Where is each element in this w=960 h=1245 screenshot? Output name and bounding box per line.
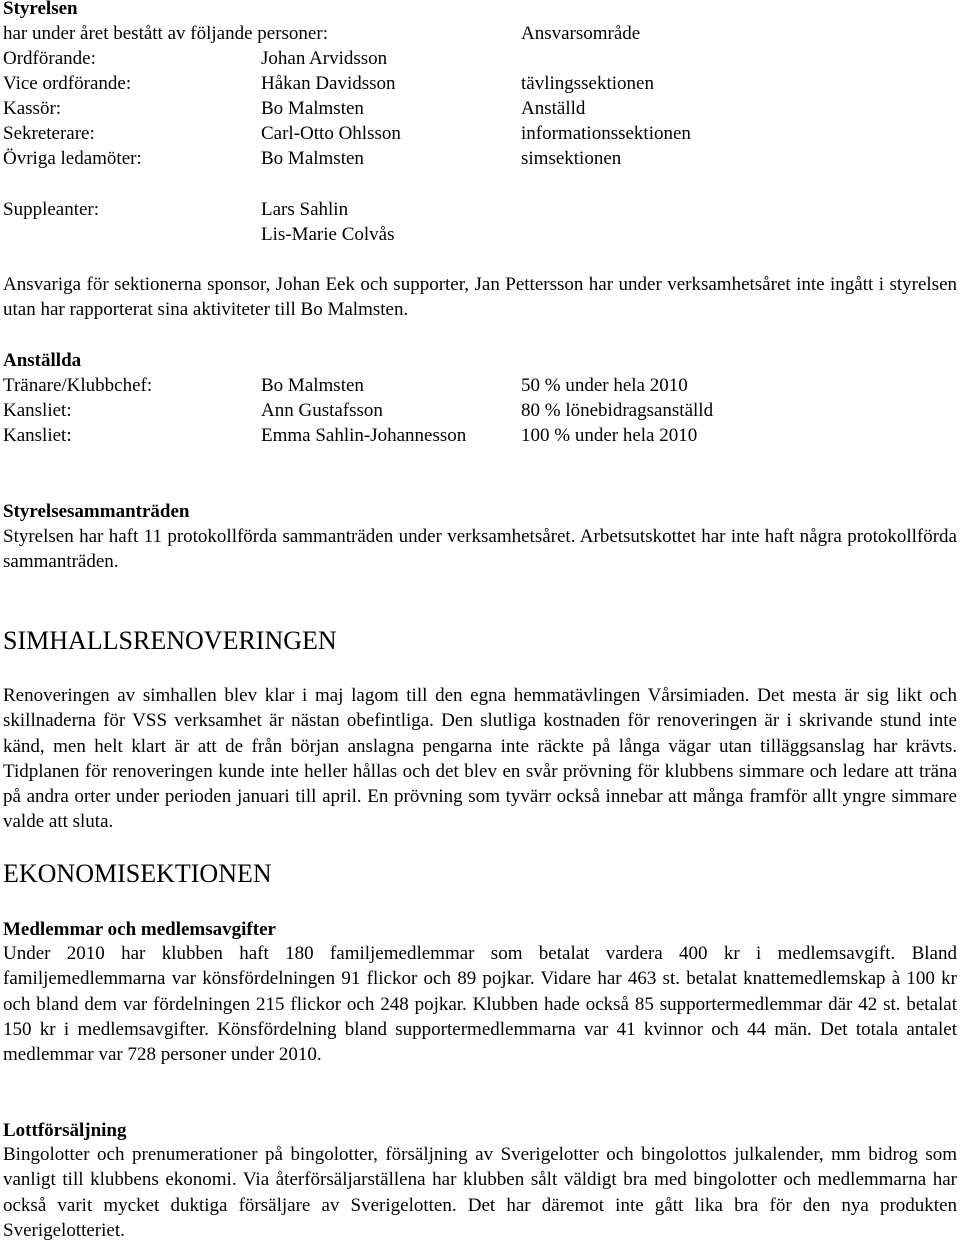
employee-info: 80 % lönebidragsanställd (521, 400, 714, 421)
responsibility: simsektionen (521, 148, 622, 169)
member-name: Bo Malmsten (261, 148, 364, 169)
employee-role: Kansliet: (3, 400, 72, 421)
employee-name: Bo Malmsten (261, 375, 364, 396)
employee-name: Ann Gustafsson (261, 400, 383, 421)
suppleant-name: Lars Sahlin (261, 199, 349, 220)
sektioner-note: Ansvariga för sektionerna sponsor, Johan Eek och supporter, Jan Pettersson har under verksamhetsåret inte ingått i styrelsen utan har rapporterat sina aktiviteter till Bo Malmsten. (3, 274, 957, 321)
role-label: Sekreterare: (3, 123, 95, 144)
responsibility: Anställd (521, 98, 586, 119)
member-name: Bo Malmsten (261, 98, 364, 119)
role-label: Övriga ledamöter: (3, 148, 142, 169)
role-label: Vice ordförande: (3, 73, 132, 94)
anstallda-heading: Anställda (3, 350, 82, 371)
simhall-text: Renoveringen av simhallen blev klar i maj lagom till den egna hemmatävlingen Vårsimiaden. Det mesta är sig likt och skillnaderna för VSS verksamhet är nästan obefintliga. Den slutliga kostnaden för renoveringen är i skrivande stund inte känd, men helt klart är att de från början anslagna pengarna inte räckte på långa vägar utan tilläggsanslag har krävts. Tidplanen för renoveringen kunde inte heller hållas och det blev en svår prövning för klubbens simmare och ledare att träna på andra orter under perioden januari till april. En prövning som tyvärr också innebar att många framför allt yngre simmare valde att sluta. (3, 685, 957, 833)
simhall-heading: SIMHALLSRENOVERINGEN (3, 626, 337, 655)
employee-info: 100 % under hela 2010 (521, 425, 698, 446)
sammantraden-text: Styrelsen har haft 11 protokollförda sammanträden under verksamhetsåret. Arbetsutskottet har inte haft några protokollförda sammanträden. (3, 526, 957, 573)
member-name: Håkan Davidsson (261, 73, 396, 94)
role-label: Ordförande: (3, 48, 96, 69)
member-name: Carl-Otto Ohlsson (261, 123, 401, 144)
lottforsaljning-text: Bingolotter och prenumerationer på bingolotter, försäljning av Sverigelotter och bingolottos julkalender, mm bidrog som vanligt till klubbens ekonomi. Via återförsäljarställena har klubben sålt väldigt bra med bingolotter och medlemmarna har också varit mycket duktiga försäljare av Sverigelotten. Det har däremot inte gått lika bra för den nya produkten Sverigelotteriet. (3, 1144, 957, 1241)
medlemmar-text: Under 2010 har klubben haft 180 familjemedlemmar som betalat vardera 400 kr i medlemsavgift. Bland familjemedlemmarna var könsfördelningen 91 flickor och 89 pojkar. Vidare har 463 st. betalat knattemedlemskap à 100 kr och bland dem var fördelningen 215 flickor och 248 pojkar. Klubben hade också 85 supportermedlemmar där 42 st. betalat 150 kr i medlemsavgifter. Könsfördelning bland supportermedlemmarna var 41 kvinnor och 44 män. Det totala antalet medlemmar var 728 personer under 2010. (3, 943, 957, 1066)
employee-info: 50 % under hela 2010 (521, 375, 688, 396)
employee-role: Tränare/Klubbchef: (3, 375, 153, 396)
member-name: Johan Arvidsson (261, 48, 388, 69)
ekonomi-heading: EKONOMISEKTIONEN (3, 859, 272, 888)
suppleanter-label: Suppleanter: (3, 199, 100, 220)
ansvarsomrade-header: Ansvarsområde (521, 23, 641, 44)
employee-name: Emma Sahlin-Johannesson (261, 425, 467, 446)
styrelsen-heading: Styrelsen (3, 0, 78, 19)
employee-role: Kansliet: (3, 425, 72, 446)
medlemmar-heading: Medlemmar och medlemsavgifter (3, 919, 276, 940)
lottforsaljning-heading: Lottförsäljning (3, 1120, 127, 1141)
styrelsen-intro: har under året bestått av följande personer: (3, 23, 328, 44)
responsibility: tävlingssektionen (521, 73, 654, 94)
responsibility: informationssektionen (521, 123, 691, 144)
suppleant-name: Lis-Marie Colvås (261, 224, 395, 245)
role-label: Kassör: (3, 98, 62, 119)
sammantraden-heading: Styrelsesammanträden (3, 501, 190, 522)
